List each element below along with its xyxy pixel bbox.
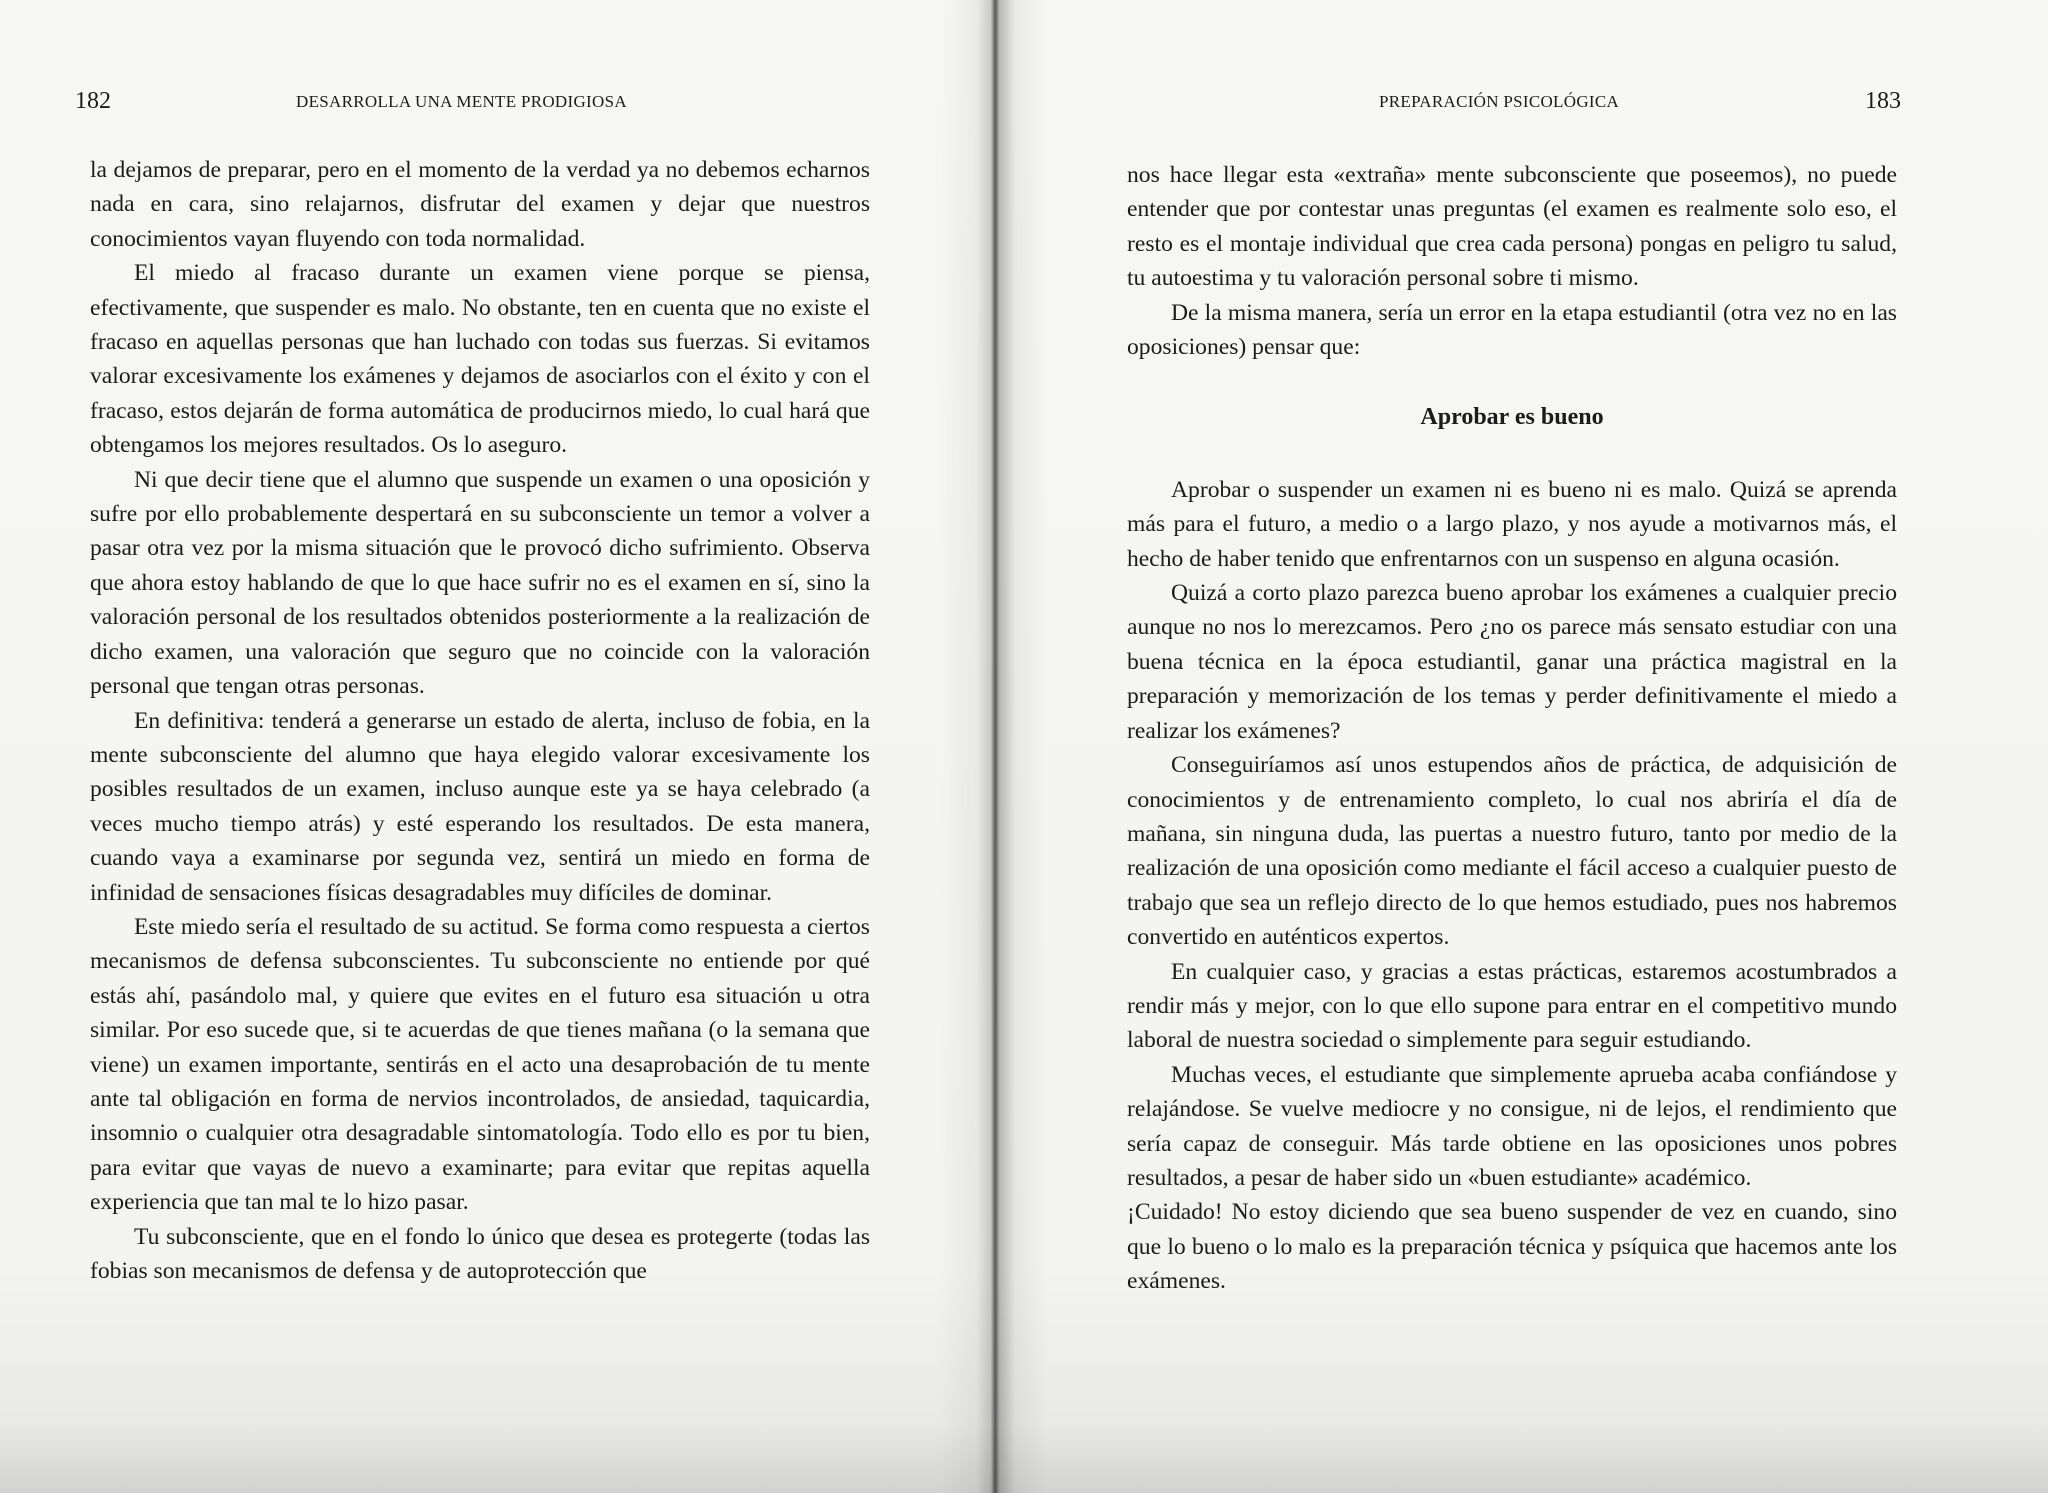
paragraph: Muchas veces, el estudiante que simplemente aprueba acaba confiándose y relajándose. Se vuelve mediocre y no consigue, ni de lejos, el rendimiento que sería capaz de conseguir. Más tarde obtiene en las oposiciones unos pobres resultados, a pesar de haber sido un «buen estudiante» académico. — [1127, 1061, 1897, 1191]
page-number: 183 — [1865, 88, 1901, 114]
paragraph: ¡Cuidado! No estoy diciendo que sea bueno suspender de vez en cuando, sino que lo bueno o lo malo es la preparación técnica y psíquica que hacemos ante los exámenes. — [1127, 1199, 1897, 1295]
running-head: PREPARACIÓN PSICOLÓGICA — [1379, 92, 1620, 111]
paragraph: Conseguiríamos así unos estupendos años de práctica, de adquisición de conocimientos y de entrenamiento completo, lo cual nos abriría el día de mañana, sin ninguna duda, las puertas a nuestro futuro, tanto por medio de la realización de una oposición como mediante el fácil acceso a cualquier puesto de trabajo que sea un reflejo directo de lo que hemos estudiado, pues nos habremos convertido en auténticos expertos. — [1127, 752, 1897, 951]
section-heading: Aprobar es bueno — [1420, 404, 1604, 431]
paragraph: nos hace llegar esta «extraña» mente subconsciente que poseemos), no puede entender que por contestar unas preguntas (el examen es realmente solo eso, el resto es el montaje individual que crea cada persona) pongas en peligro tu salud, tu autoestima y tu valoración personal sobre ti mismo. — [1127, 162, 1897, 292]
body-text — [1127, 158, 1897, 1299]
paragraph: En definitiva: tenderá a generarse un estado de alerta, incluso de fobia, en la mente subconsciente del alumno que haya elegido valorar excesivamente los posibles resultados de un examen, incluso aunque este ya se haya celebrado (a veces mucho tiempo atrás) y esté esperando los resultados. De esta manera, cuando vaya a examinarse por segunda vez, sentirá un miedo en forma de infinidad de sensaciones físicas desagradables muy difíciles de dominar. — [90, 707, 870, 906]
paragraph: Quizá a corto plazo parezca bueno aprobar los exámenes a cualquier precio aunque no nos lo merezcamos. Pero ¿no os parece más sensato estudiar con una buena técnica en la época estudiantil, ganar una práctica magistral en la preparación y memorización de los temas y perder definitivamente el miedo a realizar los exámenes? — [1127, 580, 1897, 744]
right-page — [990, 0, 2048, 1493]
paragraph: De la misma manera, sería un error en la etapa estudiantil (otra vez no en las oposiciones) pensar que: — [1127, 299, 1897, 361]
paragraph: Tu subconsciente, que en el fondo lo único que desea es protegerte (todas las fobias son mecanismos de defensa y de autoprotección que — [90, 1223, 870, 1284]
body-text — [90, 153, 870, 1288]
paragraph: la dejamos de preparar, pero en el momento de la verdad ya no debemos echarnos nada en cara, sino relajarnos, disfrutar del examen y dejar que nuestros conocimientos vayan fluyendo con toda normalidad. — [90, 157, 870, 252]
page-number: 182 — [75, 88, 111, 114]
paragraph: Este miedo sería el resultado de su actitud. Se forma como respuesta a ciertos mecanismos de defensa subconscientes. Tu subconsciente no entiende por qué estás ahí, pasándolo mal, y quiere que evites en el futuro esa situación u otra similar. Por eso sucede que, si te acuerdas de que tienes mañana (o la semana que viene) un examen importante, sentirás en el acto una desaprobación de tu mente ante tal obligación en forma de nervios incontrolados, de ansiedad, taquicardia, insomnio o cualquier otra desagradable sintomatología. Todo ello es por tu bien, para evitar que vayas de nuevo a examinarte; para evitar que repitas aquella experiencia que tan mal te lo hizo pasar. — [90, 913, 870, 1216]
paragraph: En cualquier caso, y gracias a estas prácticas, estaremos acostumbrados a rendir más y mejor, con lo que ello supone para entrar en el competitivo mundo laboral de nuestra sociedad o simplemente para seguir estudiando. — [1127, 958, 1897, 1054]
paragraph: El miedo al fracaso durante un examen viene porque se piensa, efectivamente, que suspender es malo. No obstante, ten en cuenta que no existe el fracaso en aquellas personas que han luchado con todas sus fuerzas. Si evitamos valorar excesivamente los exámenes y dejamos de asociarlos con el éxito y con el fracaso, estos dejarán de forma automática de producirnos miedo, lo cual hará que obtengamos los mejores resultados. Os lo aseguro. — [90, 260, 870, 459]
left-page — [0, 0, 990, 1493]
paragraph: Aprobar o suspender un examen ni es bueno ni es malo. Quizá se aprenda más para el futuro, a medio o a largo plazo, y nos ayude a motivarnos más, el hecho de haber tenido que enfrentarnos con un suspenso en alguna ocasión. — [1127, 476, 1897, 572]
running-head: DESARROLLA UNA MENTE PRODIGIOSA — [296, 92, 627, 111]
paragraph: Ni que decir tiene que el alumno que suspende un examen o una oposición y sufre por ello probablemente despertará en su subconsciente un temor a volver a pasar otra vez por la misma situación que le provocó dicho sufrimiento. Observa que ahora estoy hablando de que lo que hace sufrir no es el examen en sí, sino la valoración personal de los resultados obtenidos posteriormente a la realización de dicho examen, una valoración que seguro que no coincide con la valoración personal que tengan otras personas. — [90, 466, 870, 700]
